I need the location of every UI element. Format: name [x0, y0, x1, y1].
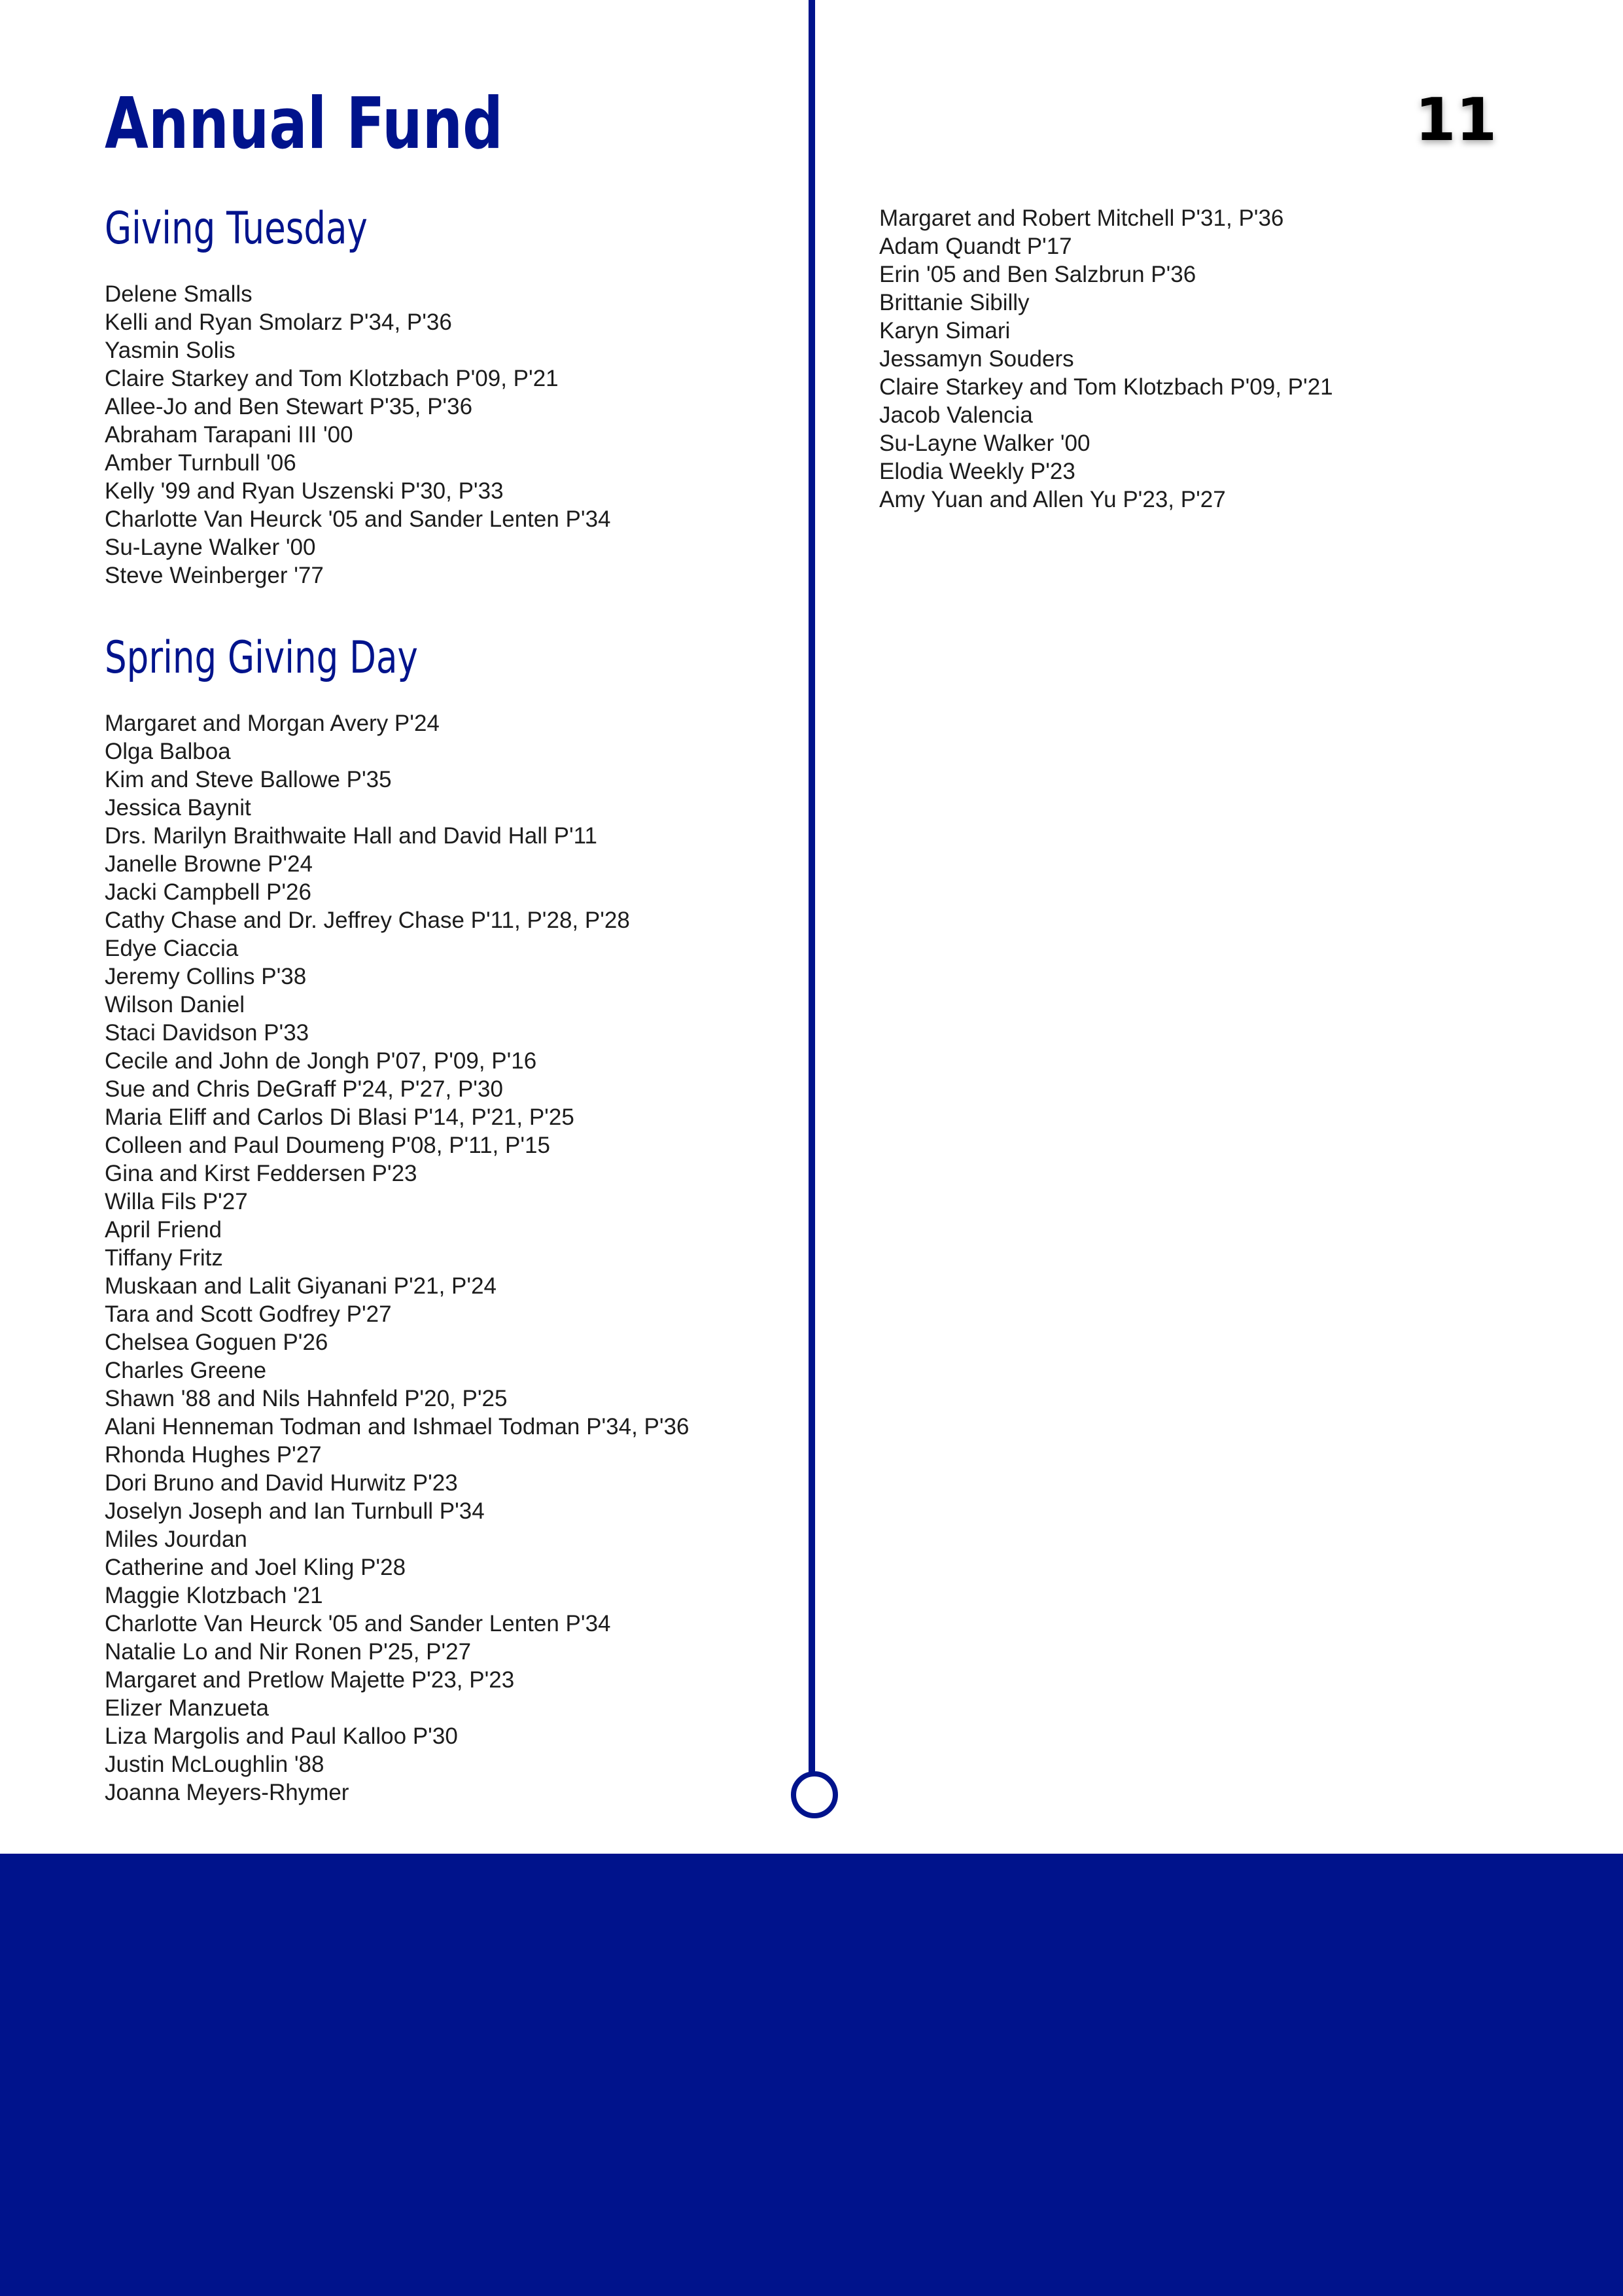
donor-name: Adam Quandt P'17 — [879, 234, 1072, 259]
donor-name: Elizer Manzueta — [105, 1695, 269, 1721]
donor-name: Steve Weinberger '77 — [105, 563, 324, 588]
donor-name: Kim and Steve Ballowe P'35 — [105, 767, 392, 792]
donor-name: Olga Balboa — [105, 739, 231, 764]
donor-name: Wilson Daniel — [105, 992, 245, 1017]
donor-name: Amber Turnbull '06 — [105, 450, 296, 476]
donor-name: Maggie Klotzbach '21 — [105, 1583, 323, 1608]
donor-name: Claire Starkey and Tom Klotzbach P'09, P'21 — [105, 366, 559, 391]
divider-end-circle — [791, 1771, 838, 1818]
donor-name: Miles Jourdan — [105, 1527, 247, 1552]
donor-name: April Friend — [105, 1217, 222, 1243]
column-divider-line — [809, 0, 815, 1772]
donor-name: Erin '05 and Ben Salzbrun P'36 — [879, 262, 1196, 287]
donor-list-giving-tuesday — [105, 280, 611, 590]
donor-name: Natalie Lo and Nir Ronen P'25, P'27 — [105, 1639, 472, 1665]
donor-name: Delene Smalls — [105, 281, 253, 307]
donor-name: Margaret and Morgan Avery P'24 — [105, 711, 440, 736]
donor-name: Edye Ciaccia — [105, 936, 239, 961]
donor-name: Willa Fils P'27 — [105, 1189, 248, 1214]
donor-name: Liza Margolis and Paul Kalloo P'30 — [105, 1723, 458, 1749]
donor-name: Joanna Meyers-Rhymer — [105, 1780, 349, 1805]
donor-name: Su-Layne Walker '00 — [105, 535, 316, 560]
donor-name: Drs. Marilyn Braithwaite Hall and David Hall P'11 — [105, 823, 597, 849]
donor-name: Charlotte Van Heurck '05 and Sander Lenten P'34 — [105, 1611, 611, 1636]
donor-name: Kelly '99 and Ryan Uszenski P'30, P'33 — [105, 478, 504, 504]
donor-name: Tiffany Fritz — [105, 1245, 223, 1271]
donor-name: Joselyn Joseph and Ian Turnbull P'34 — [105, 1498, 485, 1524]
donor-name: Chelsea Goguen P'26 — [105, 1330, 328, 1355]
section-heading-spring-giving-day: Spring Giving Day — [105, 632, 418, 684]
donor-name: Muskaan and Lalit Giyanani P'21, P'24 — [105, 1273, 497, 1299]
donor-name: Jessica Baynit — [105, 795, 251, 821]
donor-name: Staci Davidson P'33 — [105, 1020, 309, 1046]
donor-name: Cathy Chase and Dr. Jeffrey Chase P'11, P'28, P'28 — [105, 908, 630, 933]
section-heading-giving-tuesday: Giving Tuesday — [105, 203, 368, 255]
footer-band — [0, 1854, 1623, 2296]
donor-name: Jeremy Collins P'38 — [105, 964, 307, 989]
donor-name: Maria Eliff and Carlos Di Blasi P'14, P'21, P'25 — [105, 1104, 574, 1130]
donor-name: Su-Layne Walker '00 — [879, 431, 1091, 456]
donor-name: Kelli and Ryan Smolarz P'34, P'36 — [105, 309, 452, 335]
donor-list-spring-giving-day-continued — [879, 204, 1333, 514]
donor-name: Amy Yuan and Allen Yu P'23, P'27 — [879, 487, 1226, 512]
donor-name: Catherine and Joel Kling P'28 — [105, 1555, 406, 1580]
donor-name: Jacki Campbell P'26 — [105, 879, 311, 905]
donor-list-spring-giving-day — [105, 709, 689, 1807]
donor-name: Gina and Kirst Feddersen P'23 — [105, 1161, 417, 1186]
donor-name: Margaret and Pretlow Majette P'23, P'23 — [105, 1667, 515, 1693]
donor-name: Allee-Jo and Ben Stewart P'35, P'36 — [105, 394, 473, 419]
donor-name: Cecile and John de Jongh P'07, P'09, P'16 — [105, 1048, 537, 1074]
donor-name: Alani Henneman Todman and Ishmael Todman P'34, P'36 — [105, 1414, 689, 1439]
donor-name: Yasmin Solis — [105, 338, 236, 363]
donor-name: Brittanie Sibilly — [879, 290, 1030, 315]
donor-name: Tara and Scott Godfrey P'27 — [105, 1301, 392, 1327]
donor-name: Elodia Weekly P'23 — [879, 459, 1075, 484]
page-number: 11 — [1415, 86, 1497, 154]
donor-name: Colleen and Paul Doumeng P'08, P'11, P'15 — [105, 1133, 550, 1158]
donor-name: Dori Bruno and David Hurwitz P'23 — [105, 1470, 458, 1496]
donor-name: Sue and Chris DeGraff P'24, P'27, P'30 — [105, 1076, 503, 1102]
donor-name: Janelle Browne P'24 — [105, 851, 313, 877]
donor-name: Margaret and Robert Mitchell P'31, P'36 — [879, 205, 1284, 231]
donor-name: Jessamyn Souders — [879, 346, 1074, 372]
donor-name: Charles Greene — [105, 1358, 267, 1383]
donor-name: Karyn Simari — [879, 318, 1011, 344]
donor-name: Jacob Valencia — [879, 402, 1033, 428]
donor-name: Charlotte Van Heurck '05 and Sander Lenten P'34 — [105, 506, 611, 532]
donor-name: Shawn '88 and Nils Hahnfeld P'20, P'25 — [105, 1386, 508, 1411]
page-title: Annual Fund — [105, 83, 503, 165]
donor-name: Claire Starkey and Tom Klotzbach P'09, P'21 — [879, 374, 1333, 400]
donor-name: Abraham Tarapani III '00 — [105, 422, 353, 448]
donor-name: Rhonda Hughes P'27 — [105, 1442, 322, 1468]
donor-name: Justin McLoughlin '88 — [105, 1752, 324, 1777]
